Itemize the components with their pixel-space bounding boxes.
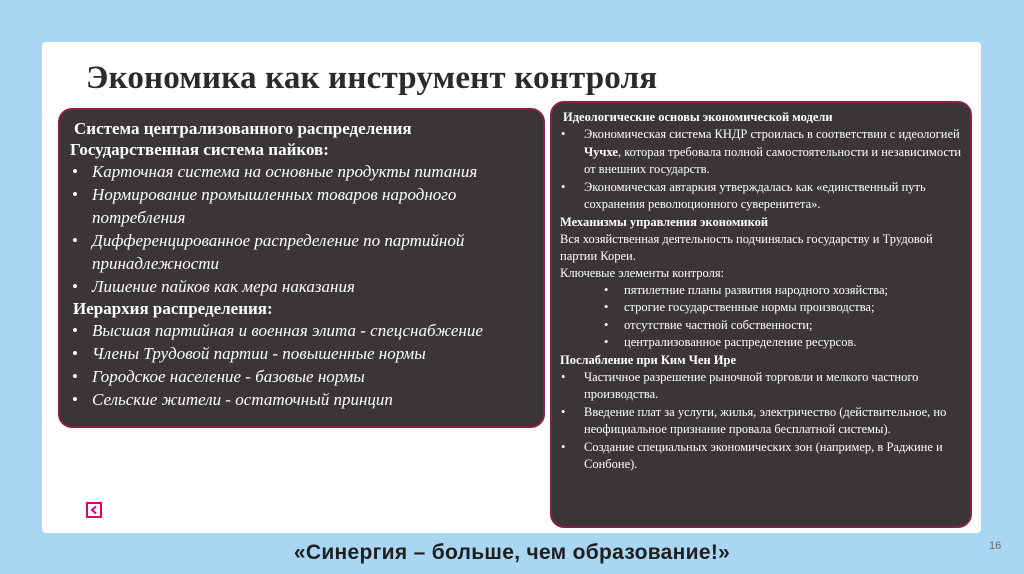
relaxation-heading: Послабление при Ким Чен Ире bbox=[560, 352, 737, 367]
list-item: • Экономическая автаркия утверждалась как «единственный путь сохранения революционного суверенитета». bbox=[560, 179, 962, 214]
list-item: • Городское население - базовые нормы bbox=[70, 365, 533, 388]
list-item: • Высшая партийная и военная элита - спецснабжение bbox=[70, 319, 533, 342]
hierarchy-heading: Иерархия распределения: bbox=[73, 299, 273, 318]
ideology-box bbox=[550, 101, 972, 528]
list-item: • Члены Трудовой партии - повышенные нормы bbox=[70, 342, 533, 365]
juche-term: Чучхе bbox=[584, 144, 618, 159]
list-item: • Введение плат за услуги, жилья, электричество (действительное, но неофициальное признание провала бесплатной системы). bbox=[560, 404, 962, 439]
juche-text-pre: Экономическая система КНДР строилась в соответствии с идеологией bbox=[584, 127, 960, 141]
list-item: • Создание специальных экономических зон (например, в Раджине и Сонбоне). bbox=[560, 439, 962, 474]
relaxation-list bbox=[560, 369, 962, 474]
list-item: • строгие государственные нормы производства; bbox=[560, 299, 962, 317]
list-item bbox=[560, 126, 962, 179]
control-list bbox=[560, 282, 962, 352]
management-heading: Механизмы управления экономикой bbox=[560, 214, 769, 229]
list-item: • отсутствие частной собственности; bbox=[560, 317, 962, 335]
management-text: Вся хозяйственная деятельность подчинялась государству и Трудовой партии Кореи. bbox=[560, 231, 933, 263]
list-item: • Карточная система на основные продукты питания bbox=[70, 160, 533, 183]
list-item: • Частичное разрешение рыночной торговли и мелкого частного производства. bbox=[560, 369, 962, 404]
distribution-box bbox=[58, 108, 545, 428]
list-item: • Дифференцированное распределение по партийной принадлежности bbox=[70, 229, 533, 275]
list-item: • Лишение пайков как мера наказания bbox=[70, 275, 533, 298]
list-item: • пятилетние планы развития народного хозяйства; bbox=[560, 282, 962, 300]
rations-list bbox=[70, 160, 533, 298]
hierarchy-list bbox=[70, 319, 533, 411]
page-number: 16 bbox=[989, 540, 1002, 552]
rations-heading: Государственная система пайков: bbox=[70, 140, 329, 159]
slide-title: Экономика как инструмент контроля bbox=[86, 60, 658, 96]
ideology-heading: Идеологические основы экономической модели bbox=[563, 110, 833, 124]
ideology-list bbox=[560, 126, 962, 214]
juche-text-post: , которая требовала полной самостоятельности и независимости от внешних государств. bbox=[584, 144, 962, 176]
list-item: • централизованное распределение ресурсов. bbox=[560, 334, 962, 352]
slogan: «Синергия – больше, чем образование!» bbox=[293, 541, 731, 564]
list-item: • Нормирование промышленных товаров народного потребления bbox=[70, 183, 533, 229]
control-intro: Ключевые элементы контроля: bbox=[560, 265, 725, 280]
distribution-heading: Система централизованного распределения bbox=[74, 119, 412, 138]
synergy-logo-icon bbox=[86, 502, 102, 518]
list-item: • Сельские жители - остаточный принцип bbox=[70, 388, 533, 411]
